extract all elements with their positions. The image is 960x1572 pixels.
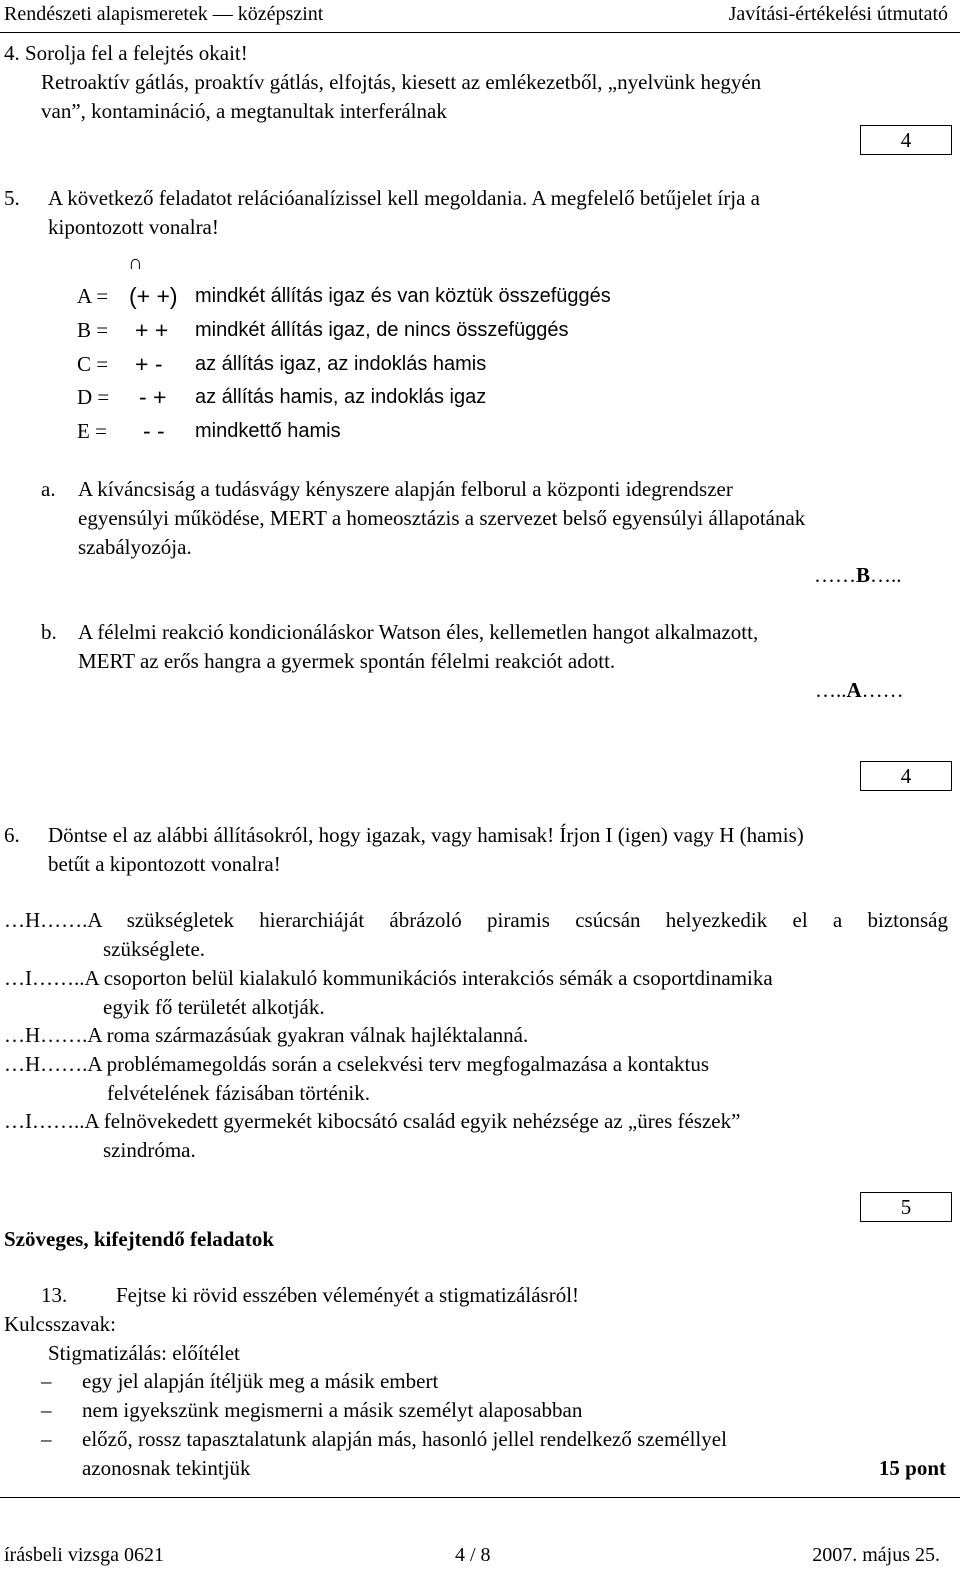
- dots: ……: [861, 678, 904, 702]
- q5-score-box: 4: [860, 761, 952, 791]
- q6-item-4-line1: [4, 1050, 709, 1079]
- legend-desc: mindkét állítás igaz, de nincs összefüggés: [195, 319, 569, 341]
- legend-label: D =: [77, 385, 110, 409]
- footer-rule: [0, 1497, 960, 1498]
- bullet-item-3-cont: azonosnak tekintjük: [82, 1456, 251, 1480]
- q6-text-line1: Döntse el az alábbi állításokról, hogy igazak, vagy hamisak! Írjon I (igen) vagy H (hamis): [48, 823, 804, 847]
- dots: …..: [815, 678, 847, 702]
- q6-score-box: 5: [860, 1192, 952, 1222]
- q6-item-2-line2: egyik fő területét alkotják.: [103, 995, 325, 1019]
- q5b-line2: MERT az erős hangra a gyermek spontán félelmi reakciót adott.: [78, 649, 616, 673]
- legend-label: A =: [77, 284, 109, 308]
- legend-label: C =: [77, 352, 109, 376]
- q6-item-2-text: A csoporton belül kialakuló kommunikációs interakciós sémák a csoportdinamika: [84, 966, 773, 990]
- q5b-answer: A: [846, 678, 862, 702]
- bullet-item-1: egy jel alapján ítéljük meg a másik embert: [82, 1369, 439, 1393]
- header-rule: [0, 32, 960, 33]
- legend-symbol: (+ +): [129, 283, 178, 309]
- q5-text-line1: A következő feladatot relációanalízissel kell megoldania. A megfelelő betűjelet írja a: [48, 186, 760, 210]
- q6-item-5-text: A felnövekedett gyermekét kibocsátó család egyik nehézsége az „üres fészek”: [84, 1109, 741, 1133]
- q6-item-1-line1: [4, 906, 948, 935]
- q5-text-line2: kipontozott vonalra!: [48, 215, 219, 239]
- dots: …..: [870, 563, 902, 587]
- q5a-label: a.: [41, 477, 56, 501]
- q5a-line2: egyensúlyi működése, MERT a homeosztázis a szervezet belső egyensúlyi állapotának: [78, 506, 806, 530]
- q13-question: Fejtse ki rövid esszében véleményét a stigmatizálásról!: [116, 1283, 580, 1307]
- footer-center: 4 / 8: [455, 1544, 491, 1566]
- intersection-symbol: ∩: [128, 252, 143, 274]
- dots: …: [4, 908, 25, 932]
- footer-right: 2007. május 25.: [812, 1544, 940, 1566]
- legend-label: B =: [77, 318, 109, 342]
- q4-score-box: 4: [860, 125, 952, 155]
- legend-label: E =: [77, 419, 107, 443]
- q6-item-5-line1: [4, 1107, 740, 1136]
- q4-question: 4. Sorolja fel a felejtés okait!: [4, 41, 248, 65]
- q6-item-4-line2: felvételének fázisában történik.: [107, 1081, 370, 1105]
- q4-answer-line1: Retroaktív gátlás, proaktív gátlás, elfojtás, kiesett az emlékezetből, „nyelvünk hegyén: [41, 70, 762, 94]
- q6-item-3-mark: H: [25, 1023, 41, 1047]
- dots: …: [4, 1023, 25, 1047]
- legend-desc: mindkettő hamis: [195, 420, 341, 442]
- bullet-dash-icon: –: [41, 1398, 52, 1422]
- q5a-answer: B: [856, 563, 871, 587]
- q6-item-3-line1: [4, 1021, 528, 1050]
- bullet-dash-icon: –: [41, 1427, 52, 1451]
- bullet-item-3: előző, rossz tapasztalatunk alapján más, hasonló jellel rendelkező személlyel: [82, 1427, 727, 1451]
- dots: …: [4, 1052, 25, 1076]
- footer-left: írásbeli vizsga 0621: [4, 1544, 164, 1566]
- keywords-label: Kulcsszavak:: [4, 1312, 116, 1336]
- q5a-line1: A kíváncsiság a tudásvágy kényszere alapján felborul a központi idegrendszer: [78, 477, 733, 501]
- legend-desc: mindkét állítás igaz és van köztük összefüggés: [195, 285, 611, 307]
- legend-symbol: + +: [135, 317, 169, 343]
- q6-item-1-text: A szükségletek hierarchiáját ábrázoló piramis csúcsán helyezkedik el a biztonság: [87, 908, 948, 932]
- keyword-title: Stigmatizálás: előítélet: [48, 1341, 240, 1365]
- dots: …: [4, 1109, 25, 1133]
- q13-number: 13.: [41, 1283, 68, 1307]
- q4-answer-line2: van”, kontamináció, a megtanultak interferálnak: [41, 99, 447, 123]
- q6-item-4-text: A problémamegoldás során a cselekvési terv megfogalmazása a kontaktus: [87, 1052, 710, 1076]
- q5a-answer-line: [814, 561, 902, 590]
- q6-item-1-mark: H: [25, 908, 41, 932]
- dots: ……..: [32, 1109, 85, 1133]
- q6-item-5-mark: I: [25, 1109, 32, 1133]
- legend-desc: az állítás hamis, az indoklás igaz: [195, 386, 487, 408]
- q6-item-4-mark: H: [25, 1052, 41, 1076]
- q6-item-5-line2: szindróma.: [103, 1138, 196, 1162]
- q5a-line3: szabályozója.: [78, 535, 192, 559]
- legend-symbol: - +: [139, 384, 167, 410]
- legend-symbol: - -: [143, 418, 165, 444]
- dots: …….: [40, 908, 88, 932]
- section-title: Szöveges, kifejtendő feladatok: [4, 1227, 275, 1251]
- q5b-label: b.: [41, 620, 57, 644]
- q6-number: 6.: [4, 823, 20, 847]
- q6-item-3-text: A roma származásúak gyakran válnak hajléktalanná.: [87, 1023, 529, 1047]
- q6-item-1-line2: szükséglete.: [103, 937, 206, 961]
- q6-item-2-line1: [4, 964, 773, 993]
- dots: …….: [40, 1052, 88, 1076]
- dots: …: [4, 966, 25, 990]
- bullet-item-2: nem igyekszünk megismerni a másik személyt alaposabban: [82, 1398, 583, 1422]
- q5-number: 5.: [4, 186, 20, 210]
- q6-text-line2: betűt a kipontozott vonalra!: [48, 852, 281, 876]
- dots: ……..: [32, 966, 85, 990]
- header-right: Javítási-értékelési útmutató: [728, 3, 948, 25]
- legend-desc: az állítás igaz, az indoklás hamis: [195, 353, 487, 375]
- q5b-answer-line: [815, 676, 904, 705]
- q13-points: 15 pont: [878, 1456, 946, 1480]
- legend-symbol: + -: [135, 351, 163, 377]
- dots: ……: [814, 563, 856, 587]
- bullet-dash-icon: –: [41, 1369, 52, 1393]
- q5b-line1: A félelmi reakció kondicionáláskor Watson éles, kellemetlen hangot alkalmazott,: [78, 620, 759, 644]
- header-left: Rendészeti alapismeretek — középszint: [4, 3, 324, 25]
- dots: …….: [40, 1023, 88, 1047]
- q6-item-2-mark: I: [25, 966, 32, 990]
